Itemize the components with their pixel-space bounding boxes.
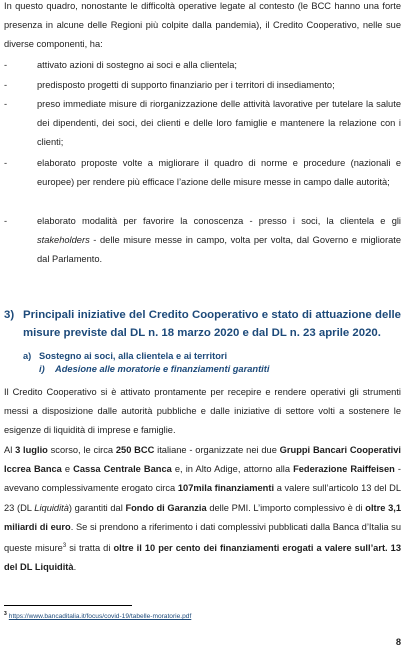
footnote-reference[interactable]: 3 [62,543,67,550]
list-item-text-part: elaborato modalità per favorire la conoscenza - presso i soci, la clientela e gli [37,216,401,226]
text-run: a valere sull’articolo 13 del DL 23 (DL [4,483,402,513]
text-run: Al [4,445,16,455]
list-dash: - [4,99,8,109]
footnote-link[interactable]: https://www.bancaditalia.it/focus/covid-19/tabelle-moratorie.pdf [8,613,192,621]
text-run: delle PMI. L’importo complessivo è di [206,502,366,513]
subsubsection-title: Adesione alle moratorie e finanziamenti garantiti [55,364,270,374]
page-number: 8 [395,637,401,647]
bold-run: 107mila finanziamenti [177,483,275,494]
body-paragraph-stats [4,441,401,578]
section-title: Principali iniziative del Credito Cooperativo e stato di attuazione delle misure previste dal DL n. 18 marzo 2020 e dal DL n. 23 aprile 2020. [23,309,401,339]
subsection-label: a) [23,351,32,361]
subsubsection-label: i) [39,364,45,374]
text-run: scorso, le circa [47,445,116,455]
list-item-text: predisposto progetti di supporto finanziario per i territori di insediamento; [37,79,335,90]
bold-run: oltre il 10 per cento dei finanziamenti erogati a valere sull’art. 13 del DL Liquidità [4,543,401,573]
italic-run: Liquidità [34,502,69,513]
bold-run: Fondo di Garanzia [125,502,207,513]
text-run: e [61,464,74,475]
list-item-text: elaborato proposte volte a migliorare il quadro di norme e procedure (nazionali e europee) per rendere più efficace l’azione delle misure messe in campo dalle autorità; [37,157,401,187]
subsection-heading [23,350,393,363]
text-run: - avevano complessivamente erogato circa [4,464,401,494]
intro-paragraph: In questo quadro, nonostante le difficoltà operative legate al contesto (le BCC hanno una forte presenza in alcune delle Regioni più colpite dalla pandemia), il Credito Cooperativo, nelle sue diverse componenti, ha: [4,1,401,50]
footnote [4,610,401,621]
list-item-text-part: - delle misure messe in campo, volta per volta, dal Governo e migliorate dal Parlamento. [37,235,401,265]
list-dash: - [4,216,8,226]
text-run: italiane - organizzate nei due [154,445,280,455]
bold-run: Cassa Centrale Banca [73,464,172,475]
section-number: 3) [4,309,15,321]
list-item-text: attivato azioni di sostegno ai soci e alla clientela; [37,60,238,70]
bold-run: 250 BCC [115,445,155,455]
list-item-text [37,212,401,270]
bold-run: oltre 3,1 miliardi di euro [4,502,402,532]
bold-run: Gruppi Bancari Cooperativi Iccrea Banca [4,445,401,475]
text-run: si tratta di [66,543,114,554]
subsubsection-heading [39,363,389,376]
subsection-title: Sostegno ai soci, alla clientela e ai territori [39,351,228,361]
body-paragraph: Il Credito Cooperativo si è attivato prontamente per recepire e rendere operativi gli strumenti messi a disposizione dalle autorità pubbliche e dalle iniziative di settore volti a sostenere le esigenze di liquidità di imprese e famiglie. [4,387,401,436]
bold-run: Federazione Raiffeisen [293,464,395,475]
bold-run: 3 luglio [15,445,48,455]
list-dash: - [4,60,8,70]
list-item-text: preso immediate misure di riorganizzazione delle attività lavorative per tutelare la salute dei dipendenti, dei soci, dei clienti e delle loro famiglie e mantenere la relazione con i clienti; [37,99,401,148]
footnote-mark: 3 [4,611,7,617]
footnote-divider [4,605,132,606]
text-run: . [73,562,77,573]
text-run: ) garantiti dal [68,502,126,513]
text-run: . Se si prendono a riferimento i dati complessivi pubblicati dalla Banca d’Italia su queste misure [4,521,402,554]
list-dash: - [4,79,8,90]
text-run: e, in Alto Adige, attorno alla [171,464,294,475]
list-dash: - [4,157,8,168]
italic-term: stakeholders [37,235,90,246]
